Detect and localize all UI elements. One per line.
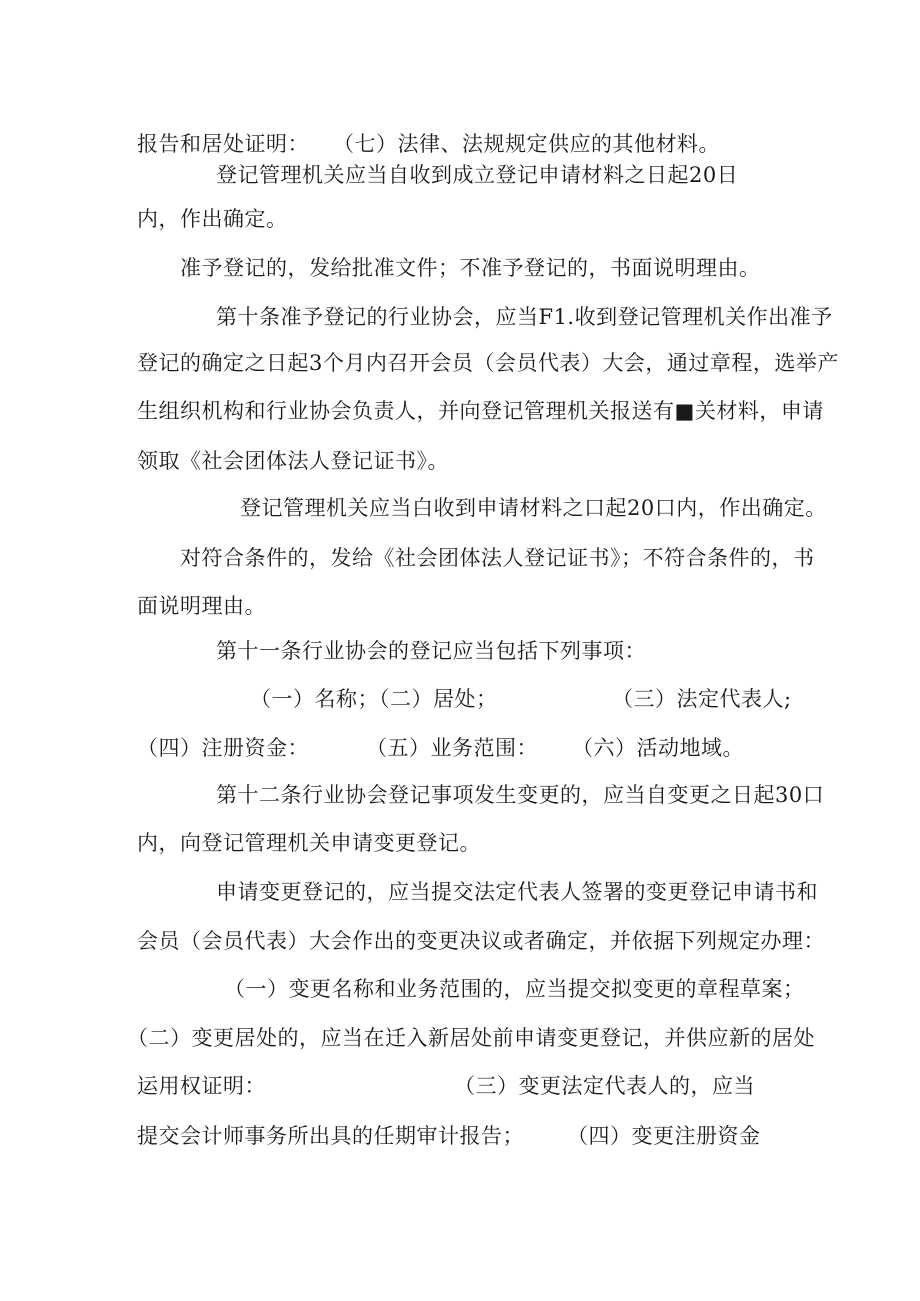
text-line: （五）业务范围： <box>366 736 538 760</box>
text-line: 第十二条行业协会登记事项发生变更的，应当自变更之日起30口 <box>216 783 825 807</box>
text-line: （六）活动地域。 <box>572 736 744 760</box>
text-line: 第十一条行业协会的登记应当包括下列事项： <box>216 639 646 663</box>
text-line: 生组织机构和行业协会负责人，并向登记管理机关报送有■关材料，申请 <box>137 399 824 423</box>
text-line: 内，作出确定。 <box>137 207 288 231</box>
text-line: 会员（会员代表）大会作出的变更决议或者确定，并依据下列规定办理： <box>137 929 825 953</box>
text-line: （三）变更法定代表人的，应当 <box>454 1074 755 1098</box>
text-line: （七）法律、法规规定供应的其他材料。 <box>333 132 720 156</box>
text-line: （一）变更名称和业务范围的，应当提交拟变更的章程草案； <box>224 977 805 1001</box>
text-line: 提交会计师事务所出具的任期审计报告； <box>137 1124 524 1148</box>
text-line: （四）变更注册资金 <box>567 1124 761 1148</box>
text-line: 申请变更登记的，应当提交法定代表人签署的变更登记申请书和 <box>216 880 818 904</box>
text-line: 对符合条件的，发给《社会团体法人登记证书》；不符合条件的，书 <box>180 546 815 570</box>
text-line: 登记管理机关应当白收到申请材料之口起20口内，作出确定。 <box>240 496 827 520</box>
text-line: 面说明理由。 <box>137 594 266 618</box>
text-line: 第十条准予登记的行业协会，应当F1.收到登记管理机关作出准予 <box>216 305 833 329</box>
text-line: 运用权证明： <box>137 1074 266 1098</box>
text-line: 领取《社会团体法人登记证书》。 <box>137 449 449 473</box>
text-line: （三）法定代表人; <box>612 687 792 711</box>
text-line: （一）名称；（二）居处； <box>250 687 498 711</box>
text-line: 登记管理机关应当自收到成立登记申请材料之日起20日 <box>216 163 739 187</box>
text-line: （四）注册资金： <box>137 736 309 760</box>
text-line: 准予登记的，发给批准文件；不准予登记的，书面说明理由。 <box>180 256 761 280</box>
text-line: 报告和居处证明： <box>137 132 309 156</box>
text-line: （二）变更居处的，应当在迁入新居处前申请变更登记，并供应新的居处 <box>127 1026 815 1050</box>
text-line: 登记的确定之日起3个月内召开会员（会员代表）大会，通过章程，选举产 <box>137 351 839 375</box>
text-line: 内，向登记管理机关申请变更登记。 <box>137 831 481 855</box>
